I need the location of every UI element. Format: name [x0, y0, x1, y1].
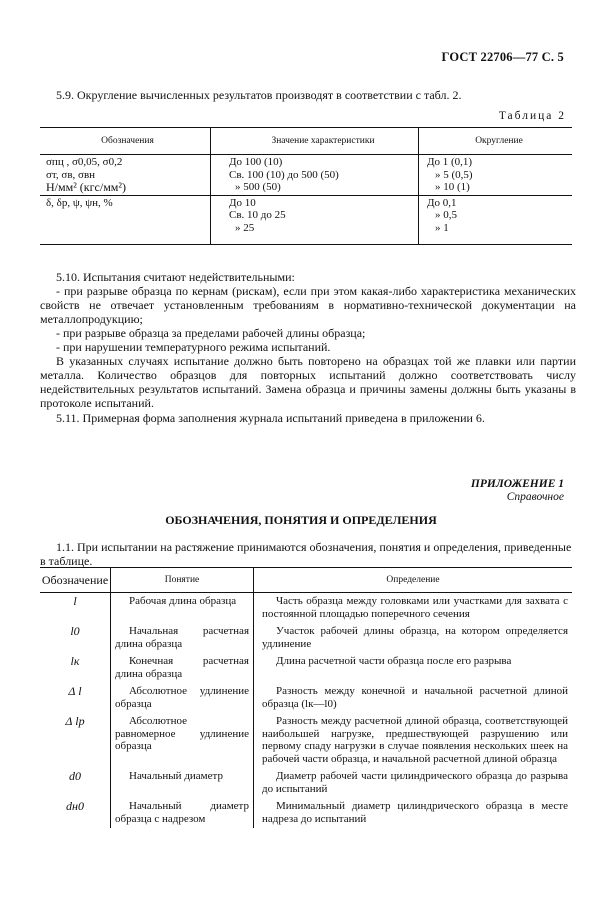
- table-2: [40, 127, 572, 245]
- table-cell-text: » 5 (0,5): [435, 168, 473, 181]
- appendix-number: ПРИЛОЖЕНИЕ 1: [470, 478, 564, 490]
- table-cell-text: σпц , σ0,05, σ0,2: [46, 156, 123, 168]
- appendix-intro: 1.1. При испытании на растяжение принимаются обозначения, понятия и определения, приведенные в таблице.: [40, 540, 572, 568]
- table-cell: [419, 195, 573, 245]
- definition-text: Часть образца между головками или участками для захвата с постоянной площадью поперечного сечения: [254, 593, 573, 624]
- table-cell-text: Св. 100 (10) до 500 (50): [229, 168, 339, 181]
- table-row: [40, 195, 572, 245]
- definition-symbol: dн0: [66, 799, 84, 813]
- paragraph-5-10-item-1: - при разрыве образца по кернам (рискам), если при этом какая-либо характеристика механических свойств не отвечает установленным требованиям в нормативно-технической документации на металлопродукцию;: [40, 284, 576, 326]
- paragraph-5-10-body: В указанных случаях испытание должно быть повторено на образцах той же плавки или партии металла. Количество образцов для повторных испытаний должно соответствовать числу недействительных результатов испытаний. Замена образца и причины замены должны быть указаны в протоколе испытаний.: [40, 354, 576, 410]
- paragraph-5-10-item-2: - при разрыве образца за пределами рабочей длины образца;: [56, 326, 366, 340]
- table-cell-text: » 25: [235, 221, 255, 234]
- table-row: [40, 768, 572, 798]
- definition-text: Диаметр рабочей части цилиндрического образца до разрыва до испытаний: [254, 768, 573, 798]
- definition-text: Разность между расчетной длиной образца, соответствующей наибольшей нагрузке, предшествующей разрушению или первому спаду нагрузки в случае появления нескольких шеек на рабочей части образца, и начальной расчетной длиной образца: [254, 713, 573, 768]
- definition-symbol: d0: [69, 769, 81, 783]
- table-cell-text: δ, δр, ψ, ψн, %: [46, 196, 113, 209]
- definition-concept: Абсолютное равномерное удлинение образца: [111, 713, 254, 768]
- table-cell: [40, 195, 211, 245]
- definitions-header-concept: Понятие: [111, 568, 254, 593]
- appendix-label: [471, 478, 564, 504]
- table-cell-text: » 1: [435, 221, 449, 234]
- definition-symbol: l0: [70, 624, 80, 638]
- definition-concept: Конечная расчетная длина образца: [111, 653, 254, 683]
- table-cell-text: » 0,5: [435, 209, 457, 221]
- table-cell-text: До 0,1: [427, 196, 457, 209]
- definitions-header-symbol: Обозначение: [40, 568, 111, 593]
- table-cell: [40, 155, 211, 196]
- definition-concept: Начальная расчетная длина образца: [111, 623, 254, 653]
- definitions-table: [40, 567, 572, 828]
- table-row: [40, 623, 572, 653]
- definition-concept: Начальный диаметр: [111, 768, 254, 798]
- table-cell-text: Н/мм² (кгс/мм²): [46, 180, 126, 194]
- table-cell-text: До 100 (10): [229, 156, 283, 168]
- table-cell: [419, 155, 573, 196]
- table-row: [40, 653, 572, 683]
- definition-concept: Начальный диаметр образца с надрезом: [111, 798, 254, 828]
- table-cell: [211, 155, 419, 196]
- table-row: [40, 593, 572, 624]
- definition-symbol: Δ lр: [65, 714, 85, 728]
- definition-text: Минимальный диаметр цилиндрического образца в месте надреза до испытаний: [254, 798, 573, 828]
- definition-text: Длина расчетной части образца после его разрыва: [254, 653, 573, 683]
- table-row: [40, 683, 572, 713]
- table-cell-text: До 1 (0,1): [427, 156, 473, 168]
- table-cell-text: » 10 (1): [435, 181, 470, 193]
- paragraph-5-10-item-3: - при нарушении температурного режима испытаний.: [56, 340, 331, 354]
- appendix-title: ОБОЗНАЧЕНИЯ, ПОНЯТИЯ И ОПРЕДЕЛЕНИЯ: [165, 513, 437, 527]
- table-row: [40, 713, 572, 768]
- paragraph-5-9: 5.9. Округление вычисленных результатов производят в соответствии с табл. 2.: [56, 88, 462, 102]
- table-2-header-designation: Обозначения: [40, 128, 211, 155]
- table-row: [40, 155, 572, 196]
- definitions-header-definition: Определение: [254, 568, 573, 593]
- table-cell-text: Св. 10 до 25: [229, 209, 286, 221]
- table-2-caption: Таблица 2: [498, 110, 566, 122]
- table-cell-text: До 10: [229, 196, 256, 209]
- definition-concept: Рабочая длина образца: [111, 593, 254, 624]
- definition-symbol: l: [73, 594, 77, 608]
- paragraph-5-10-title: 5.10. Испытания считают недействительными:: [56, 270, 295, 284]
- definition-text: Участок рабочей длины образца, на котором определяется удлинение: [254, 623, 573, 653]
- definition-concept: Абсолютное удлинение образца: [111, 683, 254, 713]
- table-row: [40, 798, 572, 828]
- definition-text: Разность между конечной и начальной расчетной длиной образца (lк—l0): [254, 683, 573, 713]
- paragraph-5-11: 5.11. Примерная форма заполнения журнала испытаний приведена в приложении 6.: [56, 411, 485, 425]
- table-cell-text: σт, σв, σвн: [46, 168, 96, 181]
- table-cell: [211, 195, 419, 245]
- definition-symbol: Δ l: [68, 684, 82, 698]
- definition-symbol: lк: [70, 654, 80, 668]
- table-2-header-value: Значение характеристики: [211, 128, 419, 155]
- table-cell-text: » 500 (50): [235, 181, 281, 193]
- appendix-type: Справочное: [506, 491, 564, 503]
- page-header: ГОСТ 22706—77 С. 5: [441, 50, 564, 64]
- table-2-header-rounding: Округление: [419, 128, 573, 155]
